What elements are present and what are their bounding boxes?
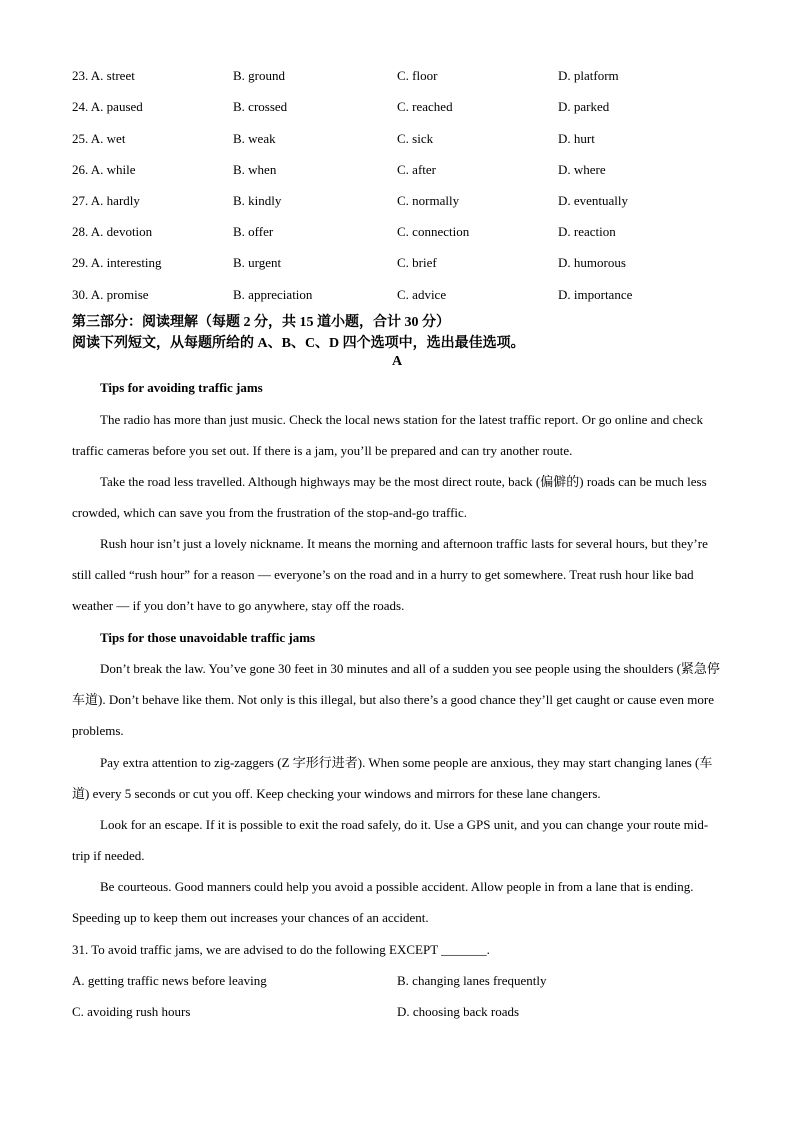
- option-26-d: D. where: [558, 162, 606, 177]
- option-23-c: C. floor: [397, 68, 438, 83]
- passage-paragraph-3: Rush hour isn’t just a lovely nickname. It means the morning and afternoon traffic lasts for several hours, but they’re still called “rush hour” for a reason — everyone’s on the road and in a hurry to get somewhere. Treat rush hour like bad weather — if you don’t have to go anywhere, stay off the roads.: [72, 536, 708, 613]
- option-25-d: D. hurt: [558, 131, 595, 146]
- section-instruction: 阅读下列短文，从每题所给的 A、B、C、D 四个选项中，选出最佳选项。: [72, 336, 525, 351]
- option-30-c: C. advice: [397, 287, 447, 302]
- option-24-b: B. crossed: [233, 99, 288, 114]
- option-27-c: C. normally: [397, 193, 460, 208]
- passage-label: A: [391, 354, 403, 369]
- option-30-d: D. importance: [558, 287, 633, 302]
- option-24-a: 24. A. paused: [72, 99, 143, 114]
- option-row-29: [72, 255, 732, 273]
- passage-paragraph-1: The radio has more than just music. Check the local news station for the latest traffic report. Or go online and check traffic cameras before you set out. If there is a jam, you’ll be prepared and can try another route.: [72, 412, 703, 458]
- option-29-d: D. humorous: [558, 255, 626, 270]
- passage-heading-unavoidable: Tips for those unavoidable traffic jams: [100, 630, 316, 645]
- option-30-b: B. appreciation: [233, 287, 313, 302]
- passage-paragraph-4: Don’t break the law. You’ve gone 30 feet in 30 minutes and all of a sudden you see people using the shoulders (紧急停车道). Don’t behave like them. Not only is this illegal, but also there’s a good chance they’ll get caught or cause even more problems.: [72, 661, 720, 738]
- passage-paragraph-7: Be courteous. Good manners could help you avoid a possible accident. Allow people in from a lane that is ending. Speeding up to keep them out increases your chances of an accident.: [72, 879, 694, 925]
- option-row-25: [72, 131, 732, 149]
- option-row-23: [72, 68, 732, 86]
- option-26-a: 26. A. while: [72, 162, 136, 177]
- section-title: 第三部分：阅读理解（每题 2 分，共 15 道小题，合计 30 分）: [72, 315, 450, 330]
- passage-paragraph-5: Pay extra attention to zig-zaggers (Z 字形行进者). When some people are anxious, they may start changing lanes (车道) every 5 seconds or cut you off. Keep checking your windows and mirrors for these lane changers.: [72, 755, 713, 801]
- option-row-28: [72, 224, 732, 242]
- question-31-stem: 31. To avoid traffic jams, we are advised to do the following EXCEPT _______.: [72, 942, 490, 957]
- passage-heading-avoiding: Tips for avoiding traffic jams: [100, 380, 263, 395]
- passage-paragraph-6: Look for an escape. If it is possible to exit the road safely, do it. Use a GPS unit, and you can change your route mid-trip if needed.: [72, 817, 709, 863]
- option-25-a: 25. A. wet: [72, 131, 126, 146]
- option-24-d: D. parked: [558, 99, 610, 114]
- option-28-b: B. offer: [233, 224, 274, 239]
- option-27-d: D. eventually: [558, 193, 629, 208]
- question-31-option-d: D. choosing back roads: [397, 1004, 520, 1019]
- option-30-a: 30. A. promise: [72, 287, 149, 302]
- option-25-c: C. sick: [397, 131, 434, 146]
- question-31-option-a: A. getting traffic news before leaving: [72, 973, 267, 988]
- option-24-c: C. reached: [397, 99, 453, 114]
- option-row-27: [72, 193, 732, 211]
- option-29-a: 29. A. interesting: [72, 255, 162, 270]
- option-27-a: 27. A. hardly: [72, 193, 140, 208]
- option-29-b: B. urgent: [233, 255, 282, 270]
- option-26-c: C. after: [397, 162, 436, 177]
- option-23-b: B. ground: [233, 68, 285, 83]
- option-28-c: C. connection: [397, 224, 470, 239]
- option-25-b: B. weak: [233, 131, 276, 146]
- question-31-option-c: C. avoiding rush hours: [72, 1004, 191, 1019]
- option-27-b: B. kindly: [233, 193, 282, 208]
- question-31-option-b: B. changing lanes frequently: [397, 973, 547, 988]
- passage-paragraph-2: Take the road less travelled. Although highways may be the most direct route, back (偏僻的) roads can be much less crowded, which can save you from the frustration of the stop-and-go traffic.: [72, 474, 707, 520]
- option-row-30: [72, 287, 732, 305]
- option-28-d: D. reaction: [558, 224, 616, 239]
- option-26-b: B. when: [233, 162, 277, 177]
- option-28-a: 28. A. devotion: [72, 224, 153, 239]
- option-row-24: [72, 99, 732, 117]
- option-row-26: [72, 162, 732, 180]
- option-23-a: 23. A. street: [72, 68, 135, 83]
- option-23-d: D. platform: [558, 68, 619, 83]
- option-29-c: C. brief: [397, 255, 437, 270]
